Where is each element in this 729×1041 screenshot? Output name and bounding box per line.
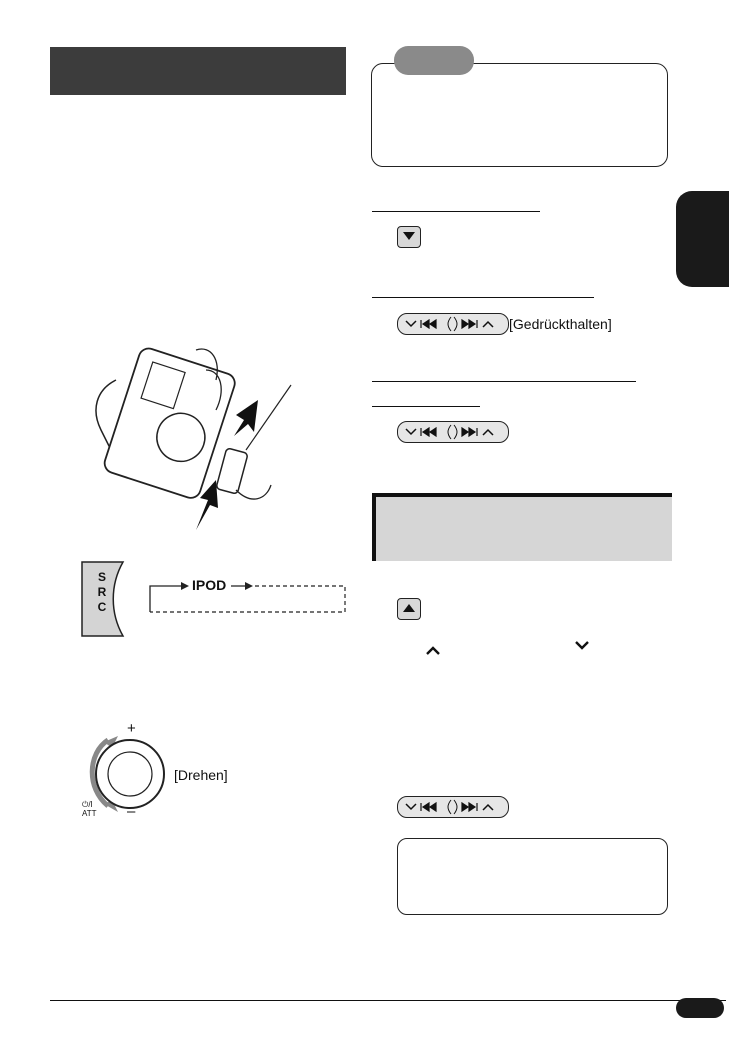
att-label: ATT bbox=[82, 809, 97, 818]
heading-underline bbox=[372, 406, 480, 407]
volume-plus-label: + bbox=[127, 720, 136, 737]
language-side-tab bbox=[676, 191, 729, 287]
heading-underline bbox=[372, 297, 594, 298]
up-button[interactable] bbox=[397, 598, 421, 620]
section-title-bar bbox=[50, 47, 346, 95]
seek-button-icon bbox=[398, 422, 508, 442]
info-tab bbox=[394, 46, 474, 75]
src-label bbox=[95, 570, 109, 615]
heading-underline bbox=[372, 381, 636, 382]
turn-instruction: [Drehen] bbox=[174, 767, 228, 783]
down-button[interactable] bbox=[397, 226, 421, 248]
footer-rule bbox=[50, 1000, 726, 1001]
ipod-connection-illustration bbox=[86, 340, 316, 530]
info-box bbox=[371, 63, 668, 167]
source-flow-diagram bbox=[145, 578, 350, 618]
hold-instruction: [Gedrückthalten] bbox=[509, 316, 612, 332]
seek-button-icon bbox=[398, 314, 508, 334]
src-letter-r: R bbox=[97, 585, 107, 599]
section-heading-box bbox=[372, 493, 672, 561]
power-att-label bbox=[82, 800, 97, 818]
power-icon: ⏻/I bbox=[82, 800, 93, 809]
seek-button-icon bbox=[398, 797, 508, 817]
triangle-up-icon bbox=[403, 604, 415, 612]
seek-button[interactable] bbox=[397, 421, 509, 443]
chevron-down-icon bbox=[575, 640, 589, 650]
chevron-up-icon bbox=[426, 646, 440, 656]
volume-minus-label: – bbox=[127, 803, 136, 820]
triangle-down-icon bbox=[403, 232, 415, 240]
seek-button[interactable] bbox=[397, 313, 509, 335]
note-box bbox=[397, 838, 668, 915]
page-number-tab bbox=[676, 998, 724, 1018]
heading-underline bbox=[372, 211, 540, 212]
ipod-source-label: IPOD bbox=[192, 577, 227, 593]
seek-button[interactable] bbox=[397, 796, 509, 818]
src-letter-s: S bbox=[97, 570, 106, 584]
src-letter-c: C bbox=[97, 600, 107, 614]
